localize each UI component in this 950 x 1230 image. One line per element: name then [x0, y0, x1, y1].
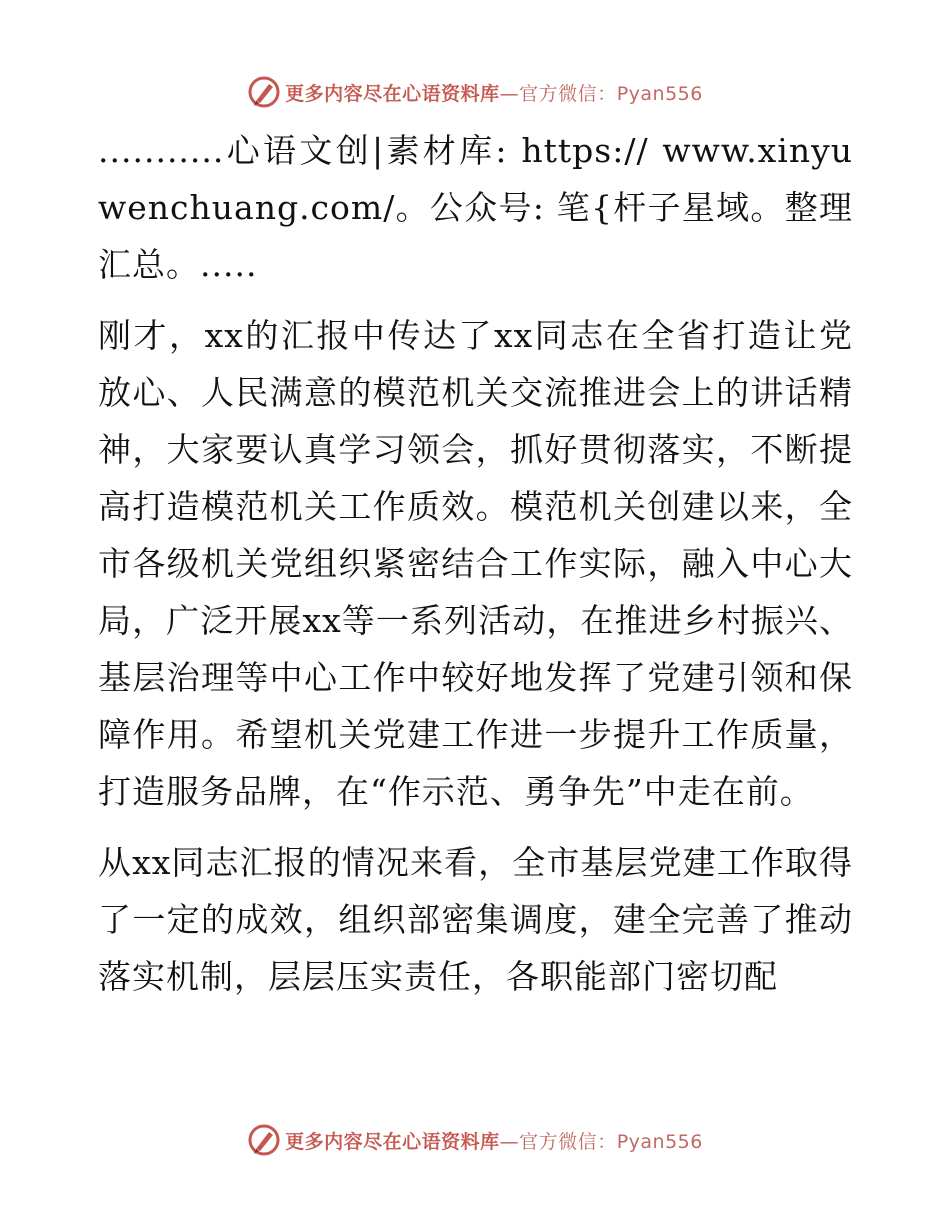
pen-logo-icon [247, 75, 281, 109]
watermark-separator: — [499, 82, 520, 105]
watermark-separator: — [499, 1130, 520, 1153]
paragraph-grassroots: 从xx同志汇报的情况来看，全市基层党建工作取得了一定的成效，组织部密集调度，建全完善了推动落实机制，层层压实责任，各职能部门密切配 [98, 843, 853, 996]
paragraph-source-note: ...........心语文创|素材库: https:// www.xinyuwenchuang.com/。公众号: 笔{杆子星域。整理汇总。..... [98, 131, 853, 284]
paragraph-model-organ: 刚才，xx的汇报中传达了xx同志在全省打造让党放心、人民满意的模范机关交流推进会上的讲话精神，大家要认真学习领会，抓好贯彻落实，不断提高打造模范机关工作质效。模范机关创建以来，全市各级机关党组织紧密结合工作实际，融入中心大局，广泛开展xx等一系列活动，在推进乡村振兴、基层治理等中心工作中较好地发挥了党建引领和保障作用。希望机关党建工作进一步提升工作质量，打造服务品牌，在“作示范、勇争先”中走在前。 [98, 316, 853, 811]
watermark-handle: Pyan556 [616, 82, 703, 105]
watermark-site: 更多内容尽在心语资料库 [285, 1130, 500, 1153]
watermark-site: 更多内容尽在心语资料库 [285, 82, 500, 105]
header-watermark [0, 72, 950, 112]
watermark-handle: Pyan556 [616, 1130, 703, 1153]
document-body [98, 122, 853, 1005]
watermark-label: 官方微信： [519, 82, 617, 105]
watermark-text [285, 1127, 703, 1154]
footer-watermark [0, 1120, 950, 1160]
watermark-text [285, 79, 703, 106]
pen-logo-icon [247, 1123, 281, 1157]
watermark-label: 官方微信： [519, 1130, 617, 1153]
